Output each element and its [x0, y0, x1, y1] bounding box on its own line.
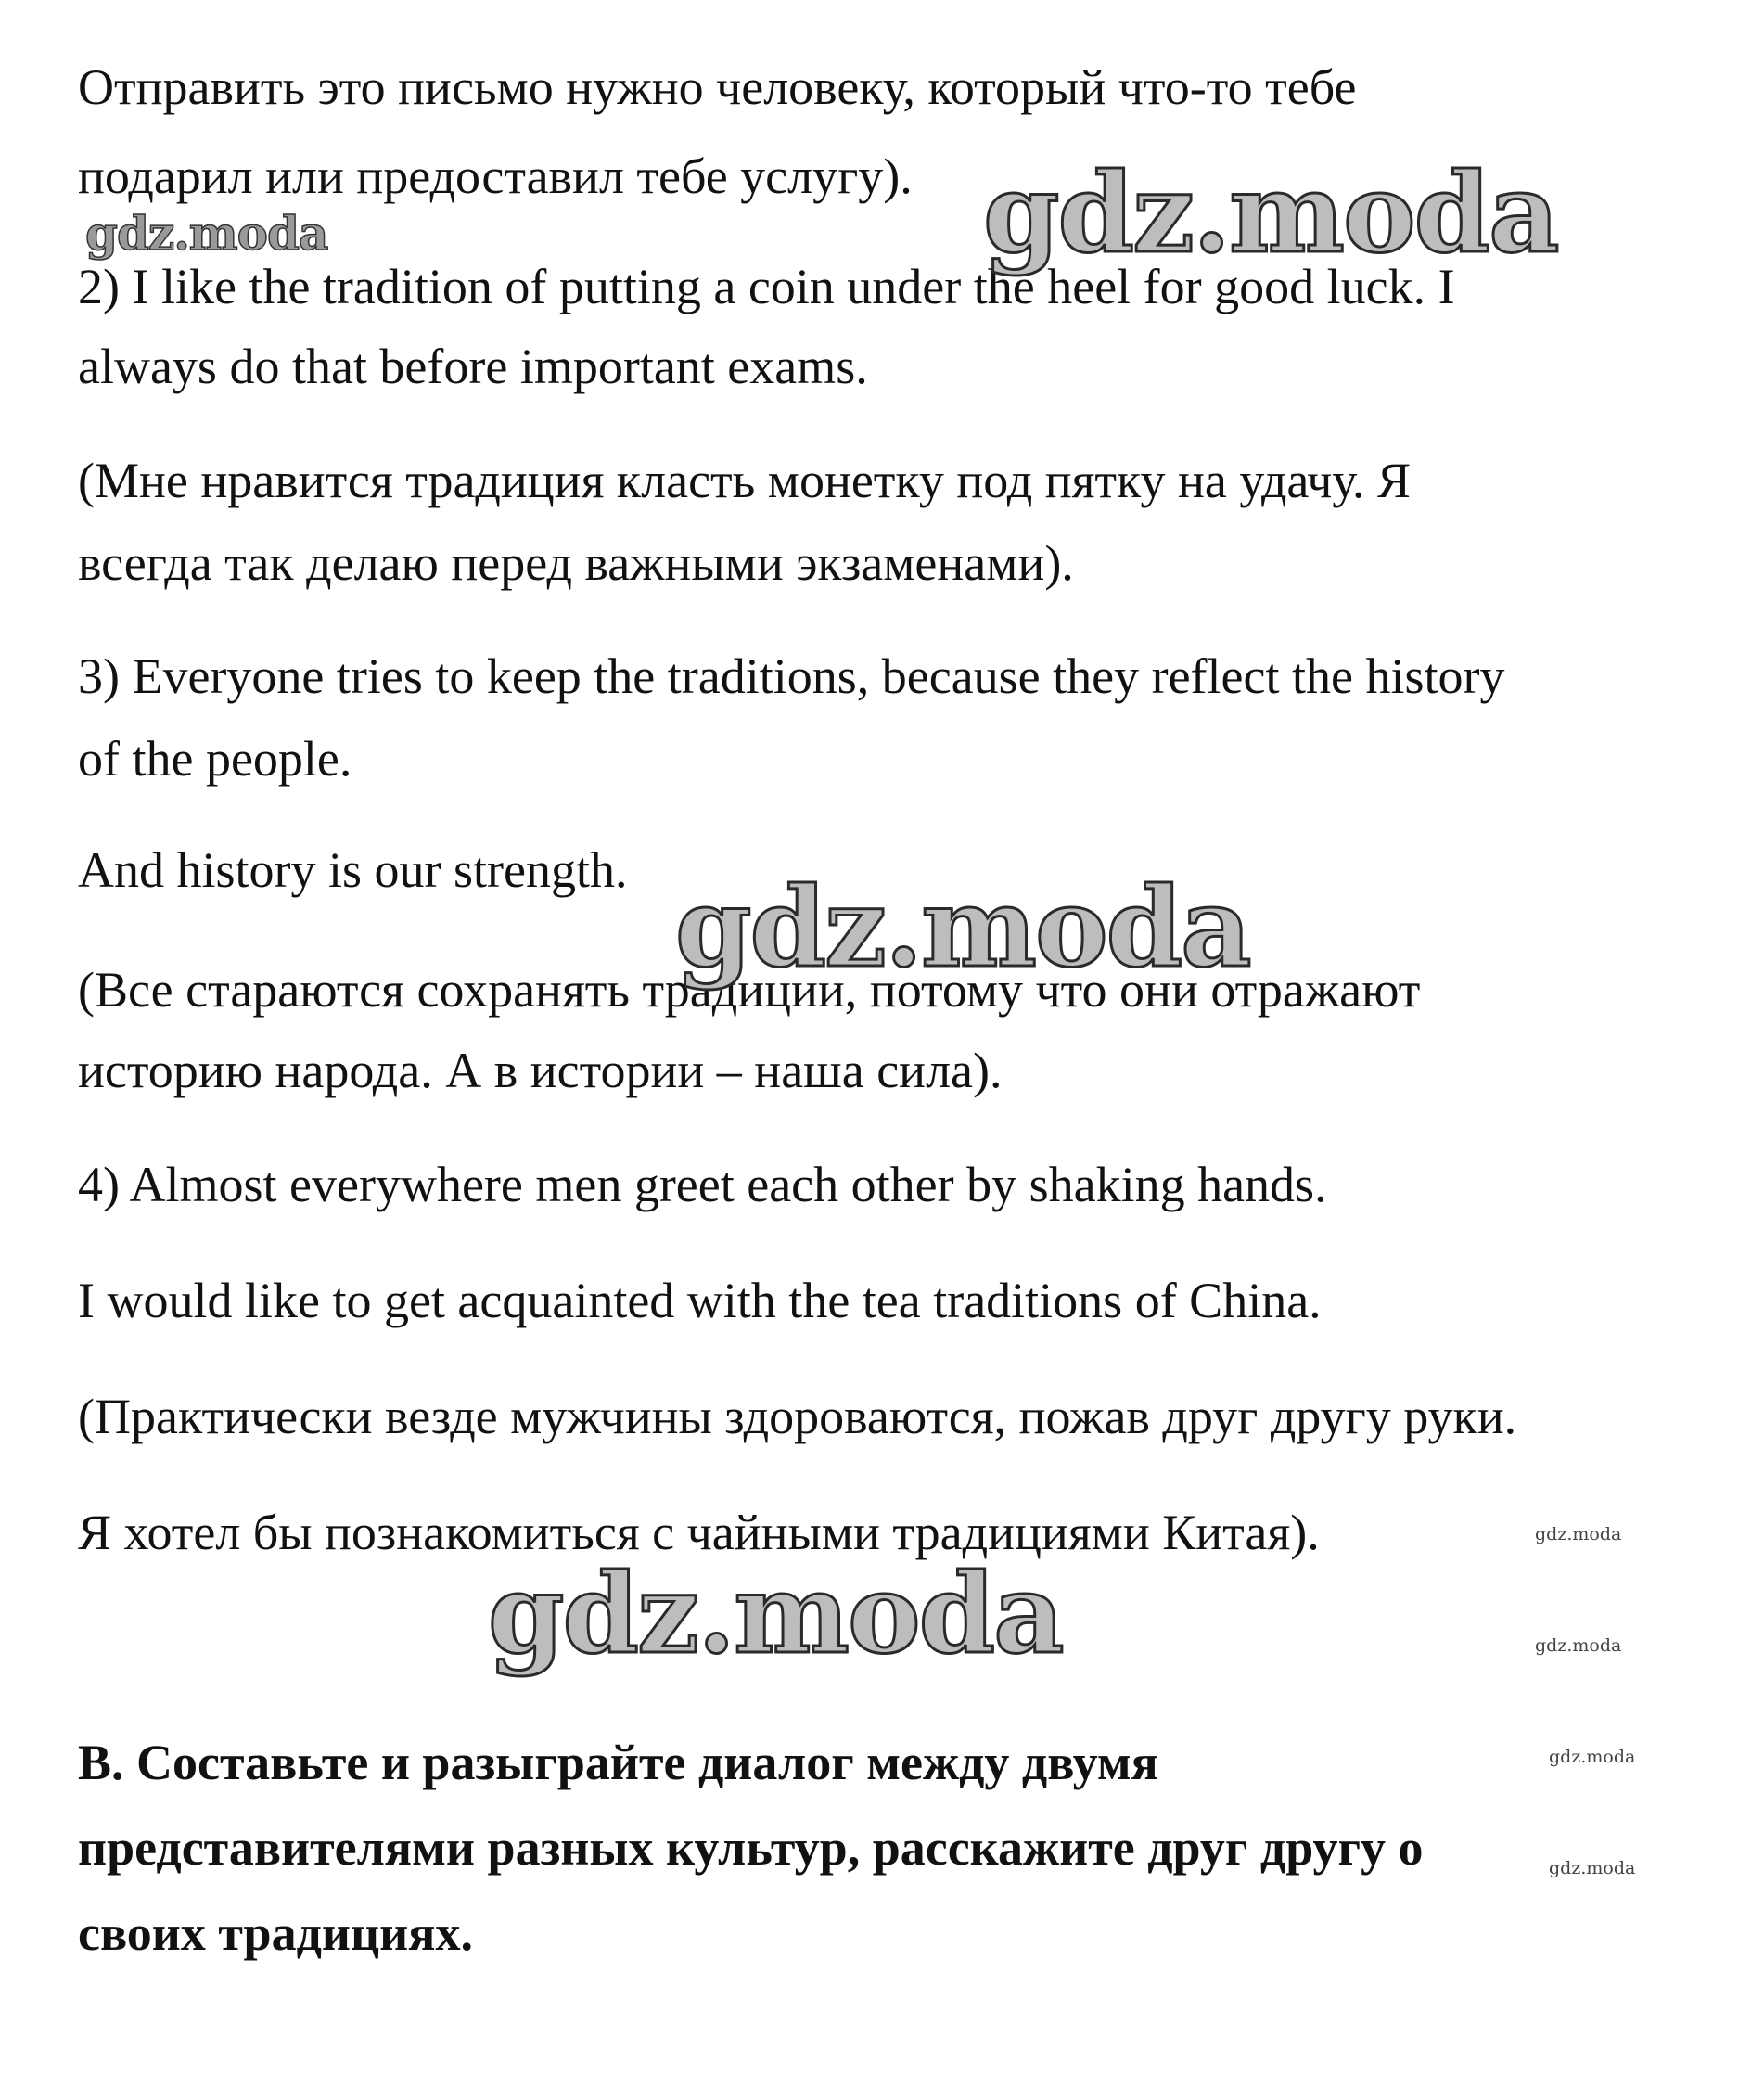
text-line: (Все стараются сохранять традиции, потому что они отражают [78, 962, 1421, 1018]
watermark-logo: gdz.moda [983, 148, 1558, 277]
watermark-logo: gdz.moda [1535, 1635, 1622, 1656]
watermark-logo: gdz.moda [675, 863, 1250, 992]
watermark-logo: gdz.moda [1549, 1858, 1636, 1878]
text-line: всегда так делаю перед важными экзаменами). [78, 535, 1074, 591]
task-heading-line: B. Составьте и разыграйте диалог между двумя [78, 1735, 1158, 1790]
text-line: Отправить это письмо нужно человеку, который что-то тебе [78, 59, 1357, 115]
watermark-logo: gdz.moda [85, 206, 328, 261]
task-heading-line: своих традициях. [78, 1905, 473, 1961]
text-line: 4) Almost everywhere men greet each other by shaking hands. [78, 1157, 1327, 1212]
text-line: I would like to get acquainted with the tea traditions of China. [78, 1273, 1322, 1328]
watermark-logo: gdz.moda [1535, 1524, 1622, 1544]
text-line: And history is our strength. [78, 842, 628, 898]
text-line: 3) Everyone tries to keep the traditions, because they reflect the history [78, 648, 1505, 704]
text-line: of the people. [78, 731, 352, 787]
text-line: подарил или предоставил тебе услугу). [78, 148, 913, 204]
text-line: (Практически везде мужчины здороваются, пожав друг другу руки. [78, 1389, 1517, 1444]
watermark-logo: gdz.moda [488, 1549, 1063, 1678]
text-line: always do that before important exams. [78, 339, 868, 394]
text-line: (Мне нравится традиция класть монетку под пятку на удачу. Я [78, 453, 1412, 508]
text-line: 2) I like the tradition of putting a coin under the heel for good luck. I [78, 259, 1455, 314]
text-line: историю народа. А в истории – наша сила). [78, 1043, 1003, 1098]
task-heading-line: представителями разных культур, расскажите друг другу о [78, 1820, 1424, 1876]
text-line: Я хотел бы познакомиться с чайными традициями Китая). [78, 1505, 1320, 1560]
watermark-logo: gdz.moda [1549, 1747, 1636, 1767]
